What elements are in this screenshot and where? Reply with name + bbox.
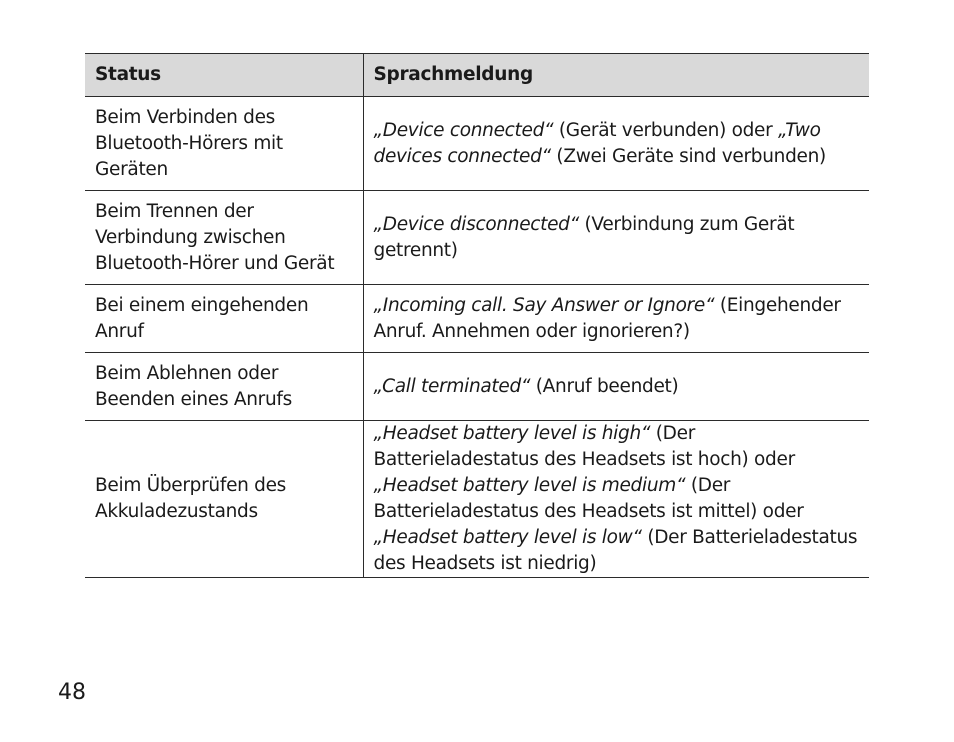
prompt-text: „Headset battery level is high“	[373, 423, 651, 444]
table-row	[85, 285, 869, 353]
voice-prompt-table	[85, 53, 869, 578]
voice-prompt-cell	[363, 353, 869, 421]
column-header-voice-prompt: Sprachmeldung	[363, 54, 869, 97]
table-row	[85, 97, 869, 191]
translation-text: (Verbindung zum Gerät getrennt)	[373, 213, 795, 261]
status-cell: Beim Ablehnen oder Beenden eines Anrufs	[85, 353, 363, 421]
page-number: 48	[58, 680, 86, 705]
table-row	[85, 353, 869, 421]
translation-text: (Der Batterieladestatus des Headsets ist niedrig)	[373, 527, 858, 574]
prompt-text: „Incoming call. Say Answer or Ignore“	[373, 294, 715, 316]
voice-prompt-cell	[363, 285, 869, 353]
voice-prompt-cell	[363, 97, 869, 191]
translation-text: (Gerät verbunden) oder	[553, 119, 778, 141]
prompt-text: „Device connected“	[373, 119, 554, 141]
prompt-text: „Device disconnected“	[373, 213, 579, 235]
translation-text: (Der Batterieladestatus des Headsets ist hoch) oder	[373, 423, 795, 470]
column-header-status: Status	[85, 54, 363, 97]
voice-prompt-cell	[363, 421, 869, 578]
table-row	[85, 421, 869, 578]
status-cell: Bei einem eingehenden Anruf	[85, 285, 363, 353]
prompt-text: „Headset battery level is medium“	[373, 475, 686, 496]
table-row	[85, 191, 869, 285]
prompt-text: „Call terminated“	[373, 375, 531, 397]
prompt-text: „Two devices connected“	[373, 119, 821, 167]
translation-text: (Zwei Geräte sind verbunden)	[550, 145, 826, 167]
table-header-row	[85, 54, 869, 97]
status-cell: Beim Trennen der Verbindung zwischen Bluetooth-Hörer und Gerät	[85, 191, 363, 285]
prompt-text: „Headset battery level is low“	[373, 527, 642, 548]
translation-text: (Anruf beendet)	[530, 375, 679, 397]
voice-prompt-cell	[363, 191, 869, 285]
translation-text: (Der Batterieladestatus des Headsets ist mittel) oder	[373, 475, 804, 522]
status-cell: Beim Verbinden des Bluetooth-Hörers mit Geräten	[85, 97, 363, 191]
status-cell: Beim Überprüfen des Akkuladezustands	[85, 421, 363, 578]
translation-text: (Eingehender Anruf. Annehmen oder ignorieren?)	[373, 294, 841, 342]
